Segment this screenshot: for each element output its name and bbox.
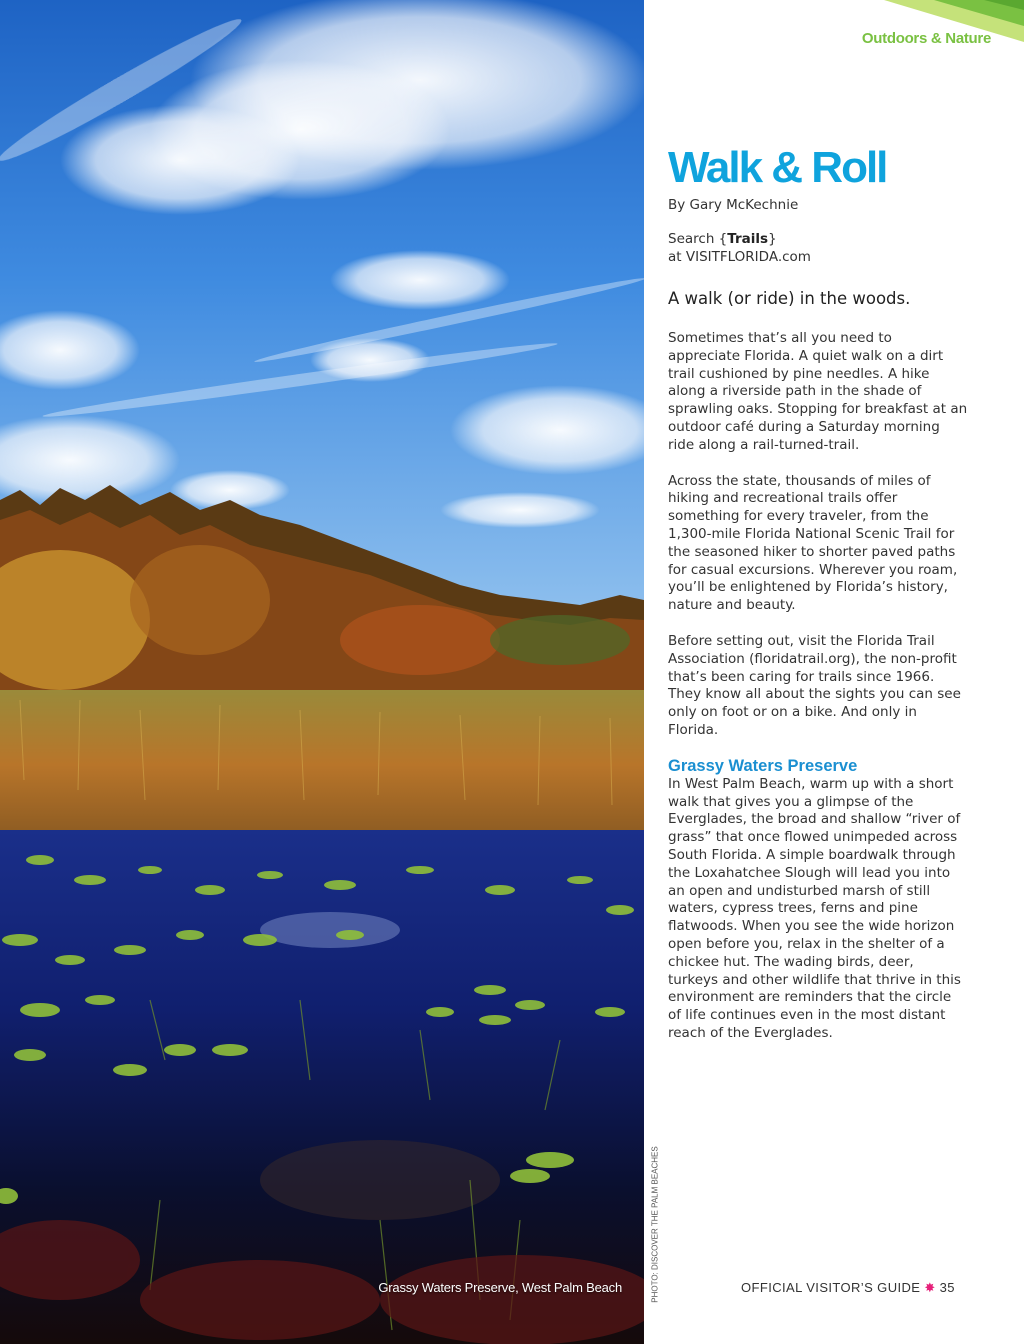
search-keyword: Trails <box>727 231 769 247</box>
article-subhead: Grassy Waters Preserve <box>668 756 858 775</box>
article-paragraph: Across the state, thousands of miles of hiking and recreational trails offer something for every traveler, from the 1,300-mile Florida National Scenic Trail for the seasoned hiker to shorter paved paths for casual excursions. Wherever you roam, you’ll be enlightened by Florida’s history, nature and beauty. <box>668 472 958 614</box>
page-footer <box>741 1280 955 1296</box>
search-promo <box>668 230 968 266</box>
photo-caption: Grassy Waters Preserve, West Palm Beach <box>378 1280 622 1295</box>
article-paragraph: In West Palm Beach, warm up with a short walk that gives you a glimpse of the Everglades, the broad and shallow “river of grass” that once flowed unimpeded across South Florida. A simple boardwalk through the Loxahatchee Slough will lead you into an open and undisturbed marsh of still waters, cypress trees, ferns and pine flatwoods. When you see the wide horizon open before you, relax in the shelter of a chickee hut. The wading birds, deer, turkeys and other wildlife that thrive in this environment are reminders that the circle of life continues even in the most distant reach of the Everglades. <box>668 775 961 1041</box>
page-number: 35 <box>939 1280 955 1295</box>
photo-credit: PHOTO: DISCOVER THE PALM BEACHES <box>650 1146 660 1303</box>
search-site: at VISITFLORIDA.com <box>668 249 811 265</box>
article <box>668 140 968 1043</box>
search-prefix: Search { <box>668 231 728 247</box>
footer-bullet-icon: ✸ <box>924 1280 936 1295</box>
search-suffix: } <box>768 231 777 247</box>
article-title: Walk & Roll <box>668 143 887 192</box>
footer-guide-label: OFFICIAL VISITOR’S GUIDE <box>741 1280 921 1295</box>
article-paragraph: Sometimes that’s all you need to appreciate Florida. A quiet walk on a dirt trail cushioned by pine needles. A hike along a riverside path in the shade of sprawling oaks. Stopping for breakfast at an outdoor café during a Saturday morning ride along a rail-turned-trail. <box>668 330 968 453</box>
article-byline: By Gary McKechnie <box>668 197 799 213</box>
article-lead: A walk (or ride) in the woods. <box>668 289 911 308</box>
section-label: Outdoors & Nature <box>861 30 991 47</box>
article-paragraph: Before setting out, visit the Florida Trail Association (floridatrail.org), the non-profit that’s been caring for trails since 1966. They know all about the sights you can see only on foot or on a bike. And only in Florida. <box>668 632 961 738</box>
